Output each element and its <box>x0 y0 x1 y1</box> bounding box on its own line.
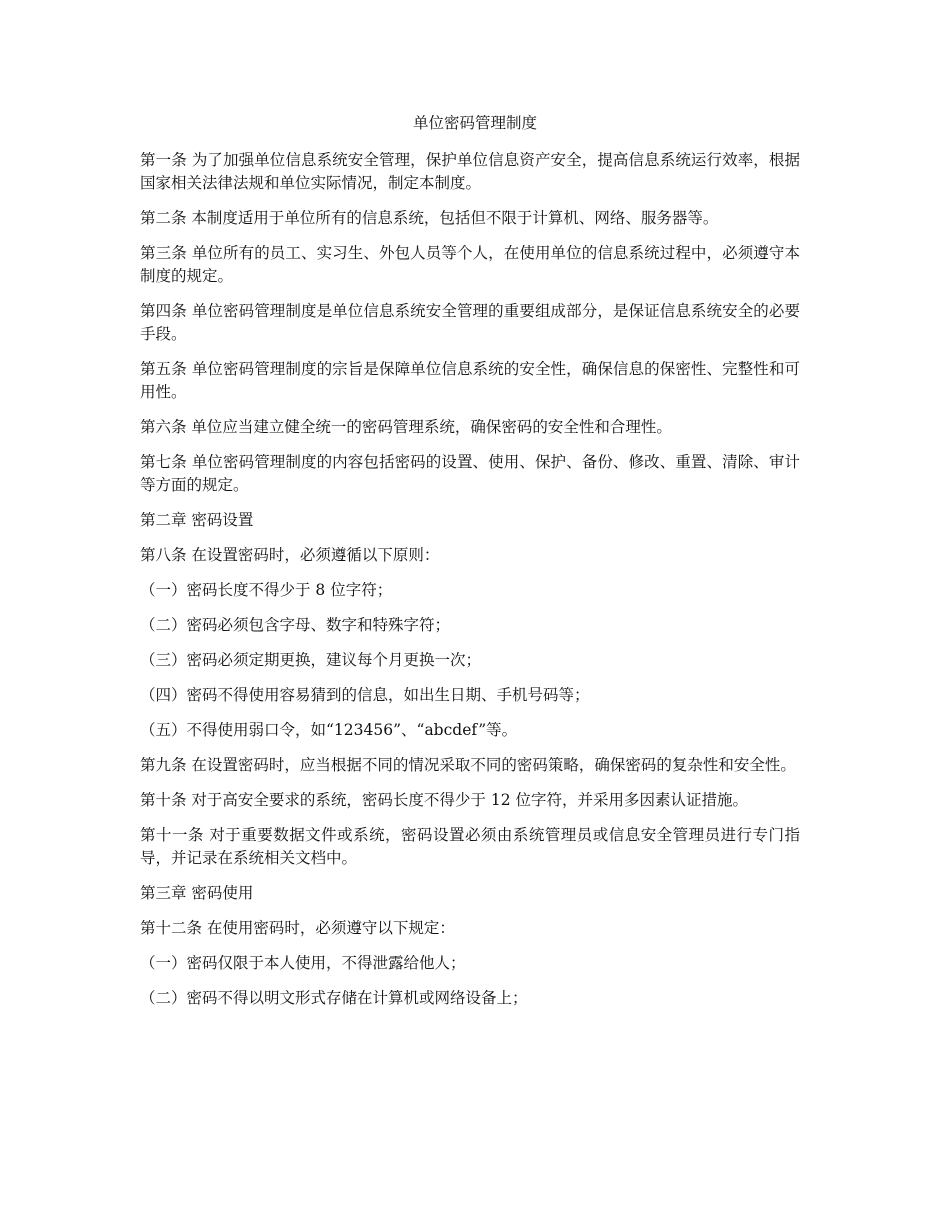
article-8-item-2: （二）密码必须包含字母、数字和特殊字符； <box>140 616 451 634</box>
article-4: 第四条 单位密码管理制度是单位信息系统安全管理的重要组成部分，是保证信息系统安全的必要手段。 <box>140 302 800 343</box>
document-body <box>140 149 800 1022</box>
article-7: 第七条 单位密码管理制度的内容包括密码的设置、使用、保护、备份、修改、重置、清除、审计等方面的规定。 <box>140 453 800 494</box>
article-6: 第六条 单位应当建立健全统一的密码管理系统，确保密码的安全性和合理性。 <box>140 418 672 436</box>
article-8-item-1: （一）密码长度不得少于 8 位字符； <box>140 581 393 599</box>
article-5: 第五条 单位密码管理制度的宗旨是保障单位信息系统的安全性，确保信息的保密性、完整性和可用性。 <box>140 360 800 401</box>
chapter-3-heading: 第三章 密码使用 <box>140 884 254 902</box>
article-8-item-4: （四）密码不得使用容易猜到的信息，如出生日期、手机号码等； <box>140 686 590 704</box>
article-12-item-1: （一）密码仅限于本人使用，不得泄露给他人； <box>140 954 466 972</box>
article-12-item-2: （二）密码不得以明文形式存储在计算机或网络设备上； <box>140 989 528 1007</box>
article-9: 第九条 在设置密码时，应当根据不同的情况采取不同的密码策略，确保密码的复杂性和安全性。 <box>140 756 796 774</box>
article-8-item-3: （三）密码必须定期更换，建议每个月更换一次； <box>140 651 482 669</box>
article-8-item-5: （五）不得使用弱口令，如“123456”、“abcdef”等。 <box>140 721 518 739</box>
article-10: 第十条 对于高安全要求的系统，密码长度不得少于 12 位字符，并采用多因素认证措施。 <box>140 791 749 809</box>
article-8: 第八条 在设置密码时，必须遵循以下原则： <box>140 546 440 564</box>
article-11: 第十一条 对于重要数据文件或系统，密码设置必须由系统管理员或信息安全管理员进行专门指导，并记录在系统相关文档中。 <box>140 826 800 867</box>
article-3: 第三条 单位所有的员工、实习生、外包人员等个人，在使用单位的信息系统过程中，必须遵守本制度的规定。 <box>140 244 800 285</box>
document-title: 单位密码管理制度 <box>412 114 537 132</box>
article-2: 第二条 本制度适用于单位所有的信息系统，包括但不限于计算机、网络、服务器等。 <box>140 209 719 227</box>
chapter-2-heading: 第二章 密码设置 <box>140 511 254 529</box>
article-1: 第一条 为了加强单位信息系统安全管理，保护单位信息资产安全，提高信息系统运行效率，根据国家相关法律法规和单位实际情况，制定本制度。 <box>140 151 800 192</box>
article-12: 第十二条 在使用密码时，必须遵守以下规定： <box>140 919 455 937</box>
